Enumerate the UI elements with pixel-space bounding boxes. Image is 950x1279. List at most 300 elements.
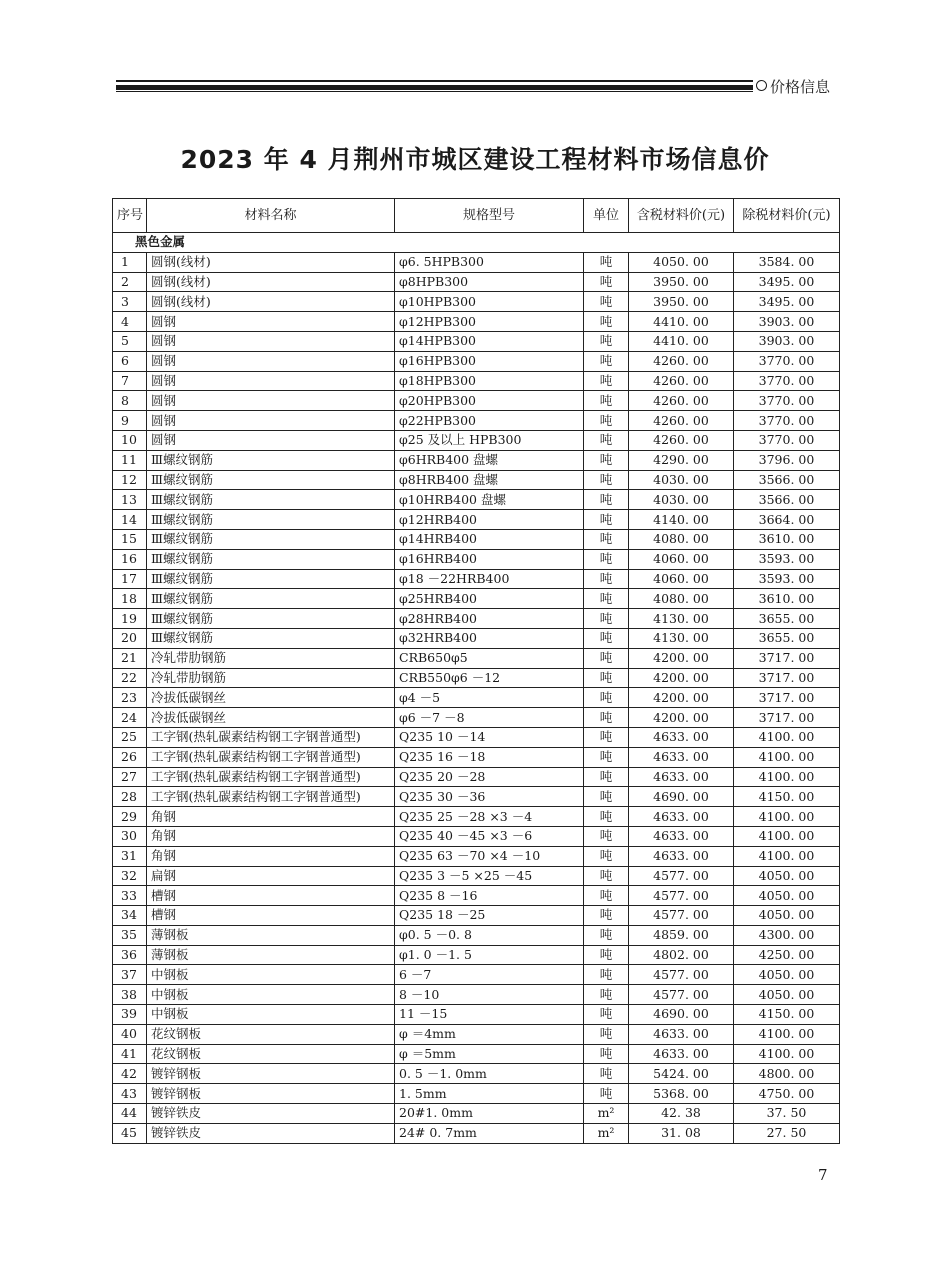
table-row [113, 1123, 840, 1143]
unit-cell: m² [584, 1123, 629, 1143]
material-name-cell: Ⅲ螺纹钢筋 [147, 529, 395, 549]
spec-cell: 24# 0. 7mm [395, 1123, 584, 1143]
price-without-tax-cell: 4100. 00 [734, 846, 840, 866]
material-name-cell: 冷轧带肋钢筋 [147, 648, 395, 668]
material-name-cell: Ⅲ螺纹钢筋 [147, 510, 395, 530]
price-with-tax-cell: 4260. 00 [629, 411, 734, 431]
price-without-tax-cell: 3903. 00 [734, 312, 840, 332]
spec-cell: φ16HPB300 [395, 351, 584, 371]
row-number-cell: 25 [113, 727, 147, 747]
price-without-tax-cell: 3610. 00 [734, 529, 840, 549]
price-with-tax-cell: 3950. 00 [629, 272, 734, 292]
price-without-tax-cell: 3610. 00 [734, 589, 840, 609]
table-row [113, 668, 840, 688]
price-without-tax-cell: 3655. 00 [734, 628, 840, 648]
material-name-cell: 圆钢(线材) [147, 272, 395, 292]
table-row [113, 589, 840, 609]
unit-cell: 吨 [584, 727, 629, 747]
price-without-tax-cell: 3717. 00 [734, 688, 840, 708]
row-number-cell: 2 [113, 272, 147, 292]
table-row [113, 569, 840, 589]
unit-cell: 吨 [584, 668, 629, 688]
table-row [113, 767, 840, 787]
spec-cell: φ20HPB300 [395, 391, 584, 411]
price-with-tax-cell: 4260. 00 [629, 371, 734, 391]
row-number-cell: 39 [113, 1005, 147, 1025]
unit-cell: 吨 [584, 866, 629, 886]
price-without-tax-cell: 3770. 00 [734, 430, 840, 450]
price-with-tax-cell: 4410. 00 [629, 331, 734, 351]
row-number-cell: 40 [113, 1024, 147, 1044]
row-number-cell: 4 [113, 312, 147, 332]
material-name-cell: Ⅲ螺纹钢筋 [147, 569, 395, 589]
table-row [113, 272, 840, 292]
unit-cell: 吨 [584, 549, 629, 569]
spec-cell: φ10HRB400 盘螺 [395, 490, 584, 510]
table-row [113, 312, 840, 332]
price-without-tax-cell: 4050. 00 [734, 866, 840, 886]
material-name-cell: Ⅲ螺纹钢筋 [147, 490, 395, 510]
price-with-tax-cell: 4802. 00 [629, 945, 734, 965]
price-without-tax-cell: 4100. 00 [734, 826, 840, 846]
price-with-tax-cell: 4633. 00 [629, 846, 734, 866]
price-with-tax-cell: 4200. 00 [629, 648, 734, 668]
row-number-cell: 13 [113, 490, 147, 510]
price-with-tax-cell: 4577. 00 [629, 906, 734, 926]
material-name-cell: 扁钢 [147, 866, 395, 886]
table-row [113, 510, 840, 530]
row-number-cell: 31 [113, 846, 147, 866]
price-without-tax-cell: 4050. 00 [734, 886, 840, 906]
material-name-cell: Ⅲ螺纹钢筋 [147, 589, 395, 609]
price-without-tax-cell: 4250. 00 [734, 945, 840, 965]
table-row [113, 331, 840, 351]
spec-cell: φ ＝5mm [395, 1044, 584, 1064]
row-number-cell: 21 [113, 648, 147, 668]
material-name-cell: Ⅲ螺纹钢筋 [147, 470, 395, 490]
spec-cell: φ14HRB400 [395, 529, 584, 549]
spec-cell: Q235 30 －36 [395, 787, 584, 807]
row-number-cell: 19 [113, 609, 147, 629]
row-number-cell: 17 [113, 569, 147, 589]
material-name-cell: 工字钢(热轧碳素结构钢工字钢普通型) [147, 727, 395, 747]
price-without-tax-cell: 3717. 00 [734, 668, 840, 688]
material-name-cell: 冷拔低碳钢丝 [147, 708, 395, 728]
price-with-tax-cell: 4633. 00 [629, 1024, 734, 1044]
table-row [113, 807, 840, 827]
row-number-cell: 45 [113, 1123, 147, 1143]
table-row [113, 906, 840, 926]
row-number-cell: 38 [113, 985, 147, 1005]
row-number-cell: 41 [113, 1044, 147, 1064]
table-row [113, 866, 840, 886]
spec-cell: 6 －7 [395, 965, 584, 985]
unit-cell: 吨 [584, 470, 629, 490]
row-number-cell: 32 [113, 866, 147, 886]
table-row [113, 1005, 840, 1025]
spec-cell: φ6. 5HPB300 [395, 252, 584, 272]
spec-cell: φ4 －5 [395, 688, 584, 708]
row-number-cell: 35 [113, 925, 147, 945]
spec-cell: 11 －15 [395, 1005, 584, 1025]
row-number-cell: 11 [113, 450, 147, 470]
price-with-tax-cell: 3950. 00 [629, 292, 734, 312]
row-number-cell: 27 [113, 767, 147, 787]
table-row [113, 925, 840, 945]
spec-cell: φ12HRB400 [395, 510, 584, 530]
material-name-cell: 薄钢板 [147, 925, 395, 945]
spec-cell: φ10HPB300 [395, 292, 584, 312]
row-number-cell: 28 [113, 787, 147, 807]
row-number-cell: 33 [113, 886, 147, 906]
material-name-cell: 花纹钢板 [147, 1044, 395, 1064]
price-without-tax-cell: 27. 50 [734, 1123, 840, 1143]
row-number-cell: 5 [113, 331, 147, 351]
page-title: 2023 年 4 月荆州市城区建设工程材料市场信息价 [180, 145, 770, 174]
table-row [113, 411, 840, 431]
row-number-cell: 24 [113, 708, 147, 728]
table-row [113, 470, 840, 490]
row-number-cell: 23 [113, 688, 147, 708]
table-row [113, 450, 840, 470]
unit-cell: 吨 [584, 391, 629, 411]
table-row [113, 886, 840, 906]
column-header-spec: 规格型号 [395, 199, 584, 233]
price-with-tax-cell: 4577. 00 [629, 965, 734, 985]
price-without-tax-cell: 3717. 00 [734, 648, 840, 668]
spec-cell: φ1. 0 －1. 5 [395, 945, 584, 965]
material-name-cell: 圆钢 [147, 351, 395, 371]
price-without-tax-cell: 4100. 00 [734, 727, 840, 747]
unit-cell: 吨 [584, 371, 629, 391]
material-name-cell: 镀锌铁皮 [147, 1123, 395, 1143]
unit-cell: 吨 [584, 1044, 629, 1064]
price-without-tax-cell: 4100. 00 [734, 1024, 840, 1044]
spec-cell: φ8HPB300 [395, 272, 584, 292]
spec-cell: φ8HRB400 盘螺 [395, 470, 584, 490]
unit-cell: 吨 [584, 688, 629, 708]
table-row [113, 252, 840, 272]
material-name-cell: 镀锌钢板 [147, 1084, 395, 1104]
spec-cell: Q235 40 －45 ×3 －6 [395, 826, 584, 846]
spec-cell: φ18 －22HRB400 [395, 569, 584, 589]
price-with-tax-cell: 4060. 00 [629, 569, 734, 589]
price-with-tax-cell: 31. 08 [629, 1123, 734, 1143]
unit-cell: 吨 [584, 331, 629, 351]
material-name-cell: 角钢 [147, 846, 395, 866]
price-without-tax-cell: 3664. 00 [734, 510, 840, 530]
price-without-tax-cell: 4300. 00 [734, 925, 840, 945]
material-name-cell: 槽钢 [147, 906, 395, 926]
unit-cell: 吨 [584, 747, 629, 767]
material-name-cell: 花纹钢板 [147, 1024, 395, 1044]
column-header-notax-price: 除税材料价(元) [734, 199, 840, 233]
price-with-tax-cell: 4200. 00 [629, 668, 734, 688]
price-without-tax-cell: 4100. 00 [734, 767, 840, 787]
table-row [113, 747, 840, 767]
price-with-tax-cell: 4577. 00 [629, 985, 734, 1005]
price-with-tax-cell: 4290. 00 [629, 450, 734, 470]
material-name-cell: 冷轧带肋钢筋 [147, 668, 395, 688]
price-with-tax-cell: 4633. 00 [629, 747, 734, 767]
category-label: 黑色金属 [113, 233, 840, 253]
table-row [113, 826, 840, 846]
price-with-tax-cell: 4633. 00 [629, 727, 734, 747]
table-row [113, 1064, 840, 1084]
material-name-cell: 中钢板 [147, 1005, 395, 1025]
price-with-tax-cell: 4130. 00 [629, 609, 734, 629]
spec-cell: CRB550φ6 －12 [395, 668, 584, 688]
unit-cell: 吨 [584, 351, 629, 371]
price-with-tax-cell: 4060. 00 [629, 549, 734, 569]
row-number-cell: 42 [113, 1064, 147, 1084]
header-rule [116, 80, 753, 93]
unit-cell: 吨 [584, 985, 629, 1005]
row-number-cell: 15 [113, 529, 147, 549]
unit-cell: 吨 [584, 569, 629, 589]
row-number-cell: 16 [113, 549, 147, 569]
unit-cell: 吨 [584, 272, 629, 292]
spec-cell: Q235 18 －25 [395, 906, 584, 926]
price-with-tax-cell: 4633. 00 [629, 826, 734, 846]
price-without-tax-cell: 3903. 00 [734, 331, 840, 351]
table-row [113, 371, 840, 391]
price-with-tax-cell: 4633. 00 [629, 767, 734, 787]
unit-cell: 吨 [584, 628, 629, 648]
price-with-tax-cell: 4080. 00 [629, 529, 734, 549]
row-number-cell: 29 [113, 807, 147, 827]
price-with-tax-cell: 4690. 00 [629, 1005, 734, 1025]
unit-cell: 吨 [584, 1024, 629, 1044]
price-without-tax-cell: 3566. 00 [734, 470, 840, 490]
unit-cell: 吨 [584, 965, 629, 985]
table-row [113, 1024, 840, 1044]
row-number-cell: 14 [113, 510, 147, 530]
row-number-cell: 1 [113, 252, 147, 272]
price-without-tax-cell: 3770. 00 [734, 371, 840, 391]
price-without-tax-cell: 4150. 00 [734, 787, 840, 807]
column-header-unit: 单位 [584, 199, 629, 233]
price-without-tax-cell: 3566. 00 [734, 490, 840, 510]
spec-cell: φ18HPB300 [395, 371, 584, 391]
spec-cell: φ6HRB400 盘螺 [395, 450, 584, 470]
material-name-cell: 圆钢 [147, 430, 395, 450]
table-row [113, 945, 840, 965]
section-label-text: 价格信息 [770, 78, 831, 96]
material-name-cell: 圆钢 [147, 312, 395, 332]
spec-cell: Q235 20 －28 [395, 767, 584, 787]
material-name-cell: 角钢 [147, 807, 395, 827]
spec-cell: φ ＝4mm [395, 1024, 584, 1044]
price-without-tax-cell: 3593. 00 [734, 569, 840, 589]
unit-cell: 吨 [584, 589, 629, 609]
spec-cell: φ0. 5 －0. 8 [395, 925, 584, 945]
unit-cell: 吨 [584, 1064, 629, 1084]
table-row [113, 688, 840, 708]
row-number-cell: 36 [113, 945, 147, 965]
material-name-cell: 中钢板 [147, 965, 395, 985]
row-number-cell: 9 [113, 411, 147, 431]
price-with-tax-cell: 4633. 00 [629, 807, 734, 827]
column-header-name: 材料名称 [147, 199, 395, 233]
material-name-cell: 中钢板 [147, 985, 395, 1005]
spec-cell: φ25HRB400 [395, 589, 584, 609]
material-name-cell: 薄钢板 [147, 945, 395, 965]
material-name-cell: 槽钢 [147, 886, 395, 906]
spec-cell: CRB650φ5 [395, 648, 584, 668]
price-with-tax-cell: 4030. 00 [629, 470, 734, 490]
price-with-tax-cell: 4080. 00 [629, 589, 734, 609]
unit-cell: m² [584, 1104, 629, 1124]
row-number-cell: 43 [113, 1084, 147, 1104]
table-row [113, 292, 840, 312]
price-without-tax-cell: 3584. 00 [734, 252, 840, 272]
price-without-tax-cell: 3495. 00 [734, 292, 840, 312]
unit-cell: 吨 [584, 490, 629, 510]
price-without-tax-cell: 3655. 00 [734, 609, 840, 629]
price-with-tax-cell: 4130. 00 [629, 628, 734, 648]
price-without-tax-cell: 3770. 00 [734, 411, 840, 431]
table-header-row [113, 199, 840, 233]
price-without-tax-cell: 4100. 00 [734, 1044, 840, 1064]
material-name-cell: 圆钢 [147, 411, 395, 431]
row-number-cell: 22 [113, 668, 147, 688]
table-row [113, 609, 840, 629]
row-number-cell: 8 [113, 391, 147, 411]
unit-cell: 吨 [584, 292, 629, 312]
price-with-tax-cell: 5368. 00 [629, 1084, 734, 1104]
price-without-tax-cell: 3770. 00 [734, 391, 840, 411]
material-name-cell: 圆钢(线材) [147, 292, 395, 312]
price-without-tax-cell: 3796. 00 [734, 450, 840, 470]
price-without-tax-cell: 3770. 00 [734, 351, 840, 371]
material-name-cell: 工字钢(热轧碳素结构钢工字钢普通型) [147, 767, 395, 787]
row-number-cell: 44 [113, 1104, 147, 1124]
material-name-cell: 圆钢 [147, 331, 395, 351]
unit-cell: 吨 [584, 906, 629, 926]
price-with-tax-cell: 4140. 00 [629, 510, 734, 530]
spec-cell: φ14HPB300 [395, 331, 584, 351]
price-with-tax-cell: 4260. 00 [629, 430, 734, 450]
spec-cell: Q235 8 －16 [395, 886, 584, 906]
unit-cell: 吨 [584, 1005, 629, 1025]
price-without-tax-cell: 4800. 00 [734, 1064, 840, 1084]
spec-cell: φ12HPB300 [395, 312, 584, 332]
material-name-cell: 圆钢 [147, 391, 395, 411]
unit-cell: 吨 [584, 767, 629, 787]
unit-cell: 吨 [584, 787, 629, 807]
table-row [113, 727, 840, 747]
unit-cell: 吨 [584, 411, 629, 431]
spec-cell: φ16HRB400 [395, 549, 584, 569]
unit-cell: 吨 [584, 886, 629, 906]
spec-cell: 20#1. 0mm [395, 1104, 584, 1124]
price-without-tax-cell: 4750. 00 [734, 1084, 840, 1104]
unit-cell: 吨 [584, 846, 629, 866]
spec-cell: Q235 63 －70 ×4 －10 [395, 846, 584, 866]
section-label [756, 77, 830, 97]
price-without-tax-cell: 4050. 00 [734, 965, 840, 985]
spec-cell: 8 －10 [395, 985, 584, 1005]
table-row [113, 549, 840, 569]
table-row [113, 628, 840, 648]
table-row [113, 529, 840, 549]
row-number-cell: 26 [113, 747, 147, 767]
unit-cell: 吨 [584, 648, 629, 668]
price-with-tax-cell: 4577. 00 [629, 886, 734, 906]
category-row [113, 233, 840, 253]
material-name-cell: Ⅲ螺纹钢筋 [147, 549, 395, 569]
price-with-tax-cell: 4633. 00 [629, 1044, 734, 1064]
table-row [113, 1104, 840, 1124]
spec-cell: 1. 5mm [395, 1084, 584, 1104]
table-row [113, 846, 840, 866]
column-header-tax-price: 含税材料价(元) [629, 199, 734, 233]
row-number-cell: 37 [113, 965, 147, 985]
unit-cell: 吨 [584, 510, 629, 530]
row-number-cell: 12 [113, 470, 147, 490]
price-without-tax-cell: 3593. 00 [734, 549, 840, 569]
price-with-tax-cell: 4410. 00 [629, 312, 734, 332]
table-row [113, 708, 840, 728]
spec-cell: Q235 25 －28 ×3 －4 [395, 807, 584, 827]
row-number-cell: 30 [113, 826, 147, 846]
material-name-cell: 角钢 [147, 826, 395, 846]
unit-cell: 吨 [584, 925, 629, 945]
unit-cell: 吨 [584, 826, 629, 846]
unit-cell: 吨 [584, 945, 629, 965]
material-name-cell: 冷拔低碳钢丝 [147, 688, 395, 708]
price-table [112, 198, 840, 1144]
unit-cell: 吨 [584, 807, 629, 827]
price-with-tax-cell: 4050. 00 [629, 252, 734, 272]
table-row [113, 430, 840, 450]
table-row [113, 1084, 840, 1104]
spec-cell: φ28HRB400 [395, 609, 584, 629]
row-number-cell: 7 [113, 371, 147, 391]
material-name-cell: 圆钢(线材) [147, 252, 395, 272]
row-number-cell: 34 [113, 906, 147, 926]
spec-cell: Q235 3 －5 ×25 －45 [395, 866, 584, 886]
table-row [113, 787, 840, 807]
table-row [113, 490, 840, 510]
row-number-cell: 10 [113, 430, 147, 450]
table-row [113, 1044, 840, 1064]
spec-cell: φ6 －7 －8 [395, 708, 584, 728]
unit-cell: 吨 [584, 529, 629, 549]
price-with-tax-cell: 5424. 00 [629, 1064, 734, 1084]
price-with-tax-cell: 42. 38 [629, 1104, 734, 1124]
table-row [113, 985, 840, 1005]
circle-icon [756, 80, 767, 91]
price-with-tax-cell: 4690. 00 [629, 787, 734, 807]
price-with-tax-cell: 4260. 00 [629, 391, 734, 411]
spec-cell: Q235 10 －14 [395, 727, 584, 747]
table-row [113, 965, 840, 985]
price-without-tax-cell: 4050. 00 [734, 906, 840, 926]
price-with-tax-cell: 4859. 00 [629, 925, 734, 945]
row-number-cell: 20 [113, 628, 147, 648]
price-with-tax-cell: 4200. 00 [629, 688, 734, 708]
page-number: 7 [818, 1166, 828, 1184]
table-row [113, 351, 840, 371]
spec-cell: 0. 5 －1. 0mm [395, 1064, 584, 1084]
column-header-no: 序号 [113, 199, 147, 233]
row-number-cell: 6 [113, 351, 147, 371]
price-without-tax-cell: 3717. 00 [734, 708, 840, 728]
unit-cell: 吨 [584, 312, 629, 332]
material-name-cell: 工字钢(热轧碳素结构钢工字钢普通型) [147, 787, 395, 807]
